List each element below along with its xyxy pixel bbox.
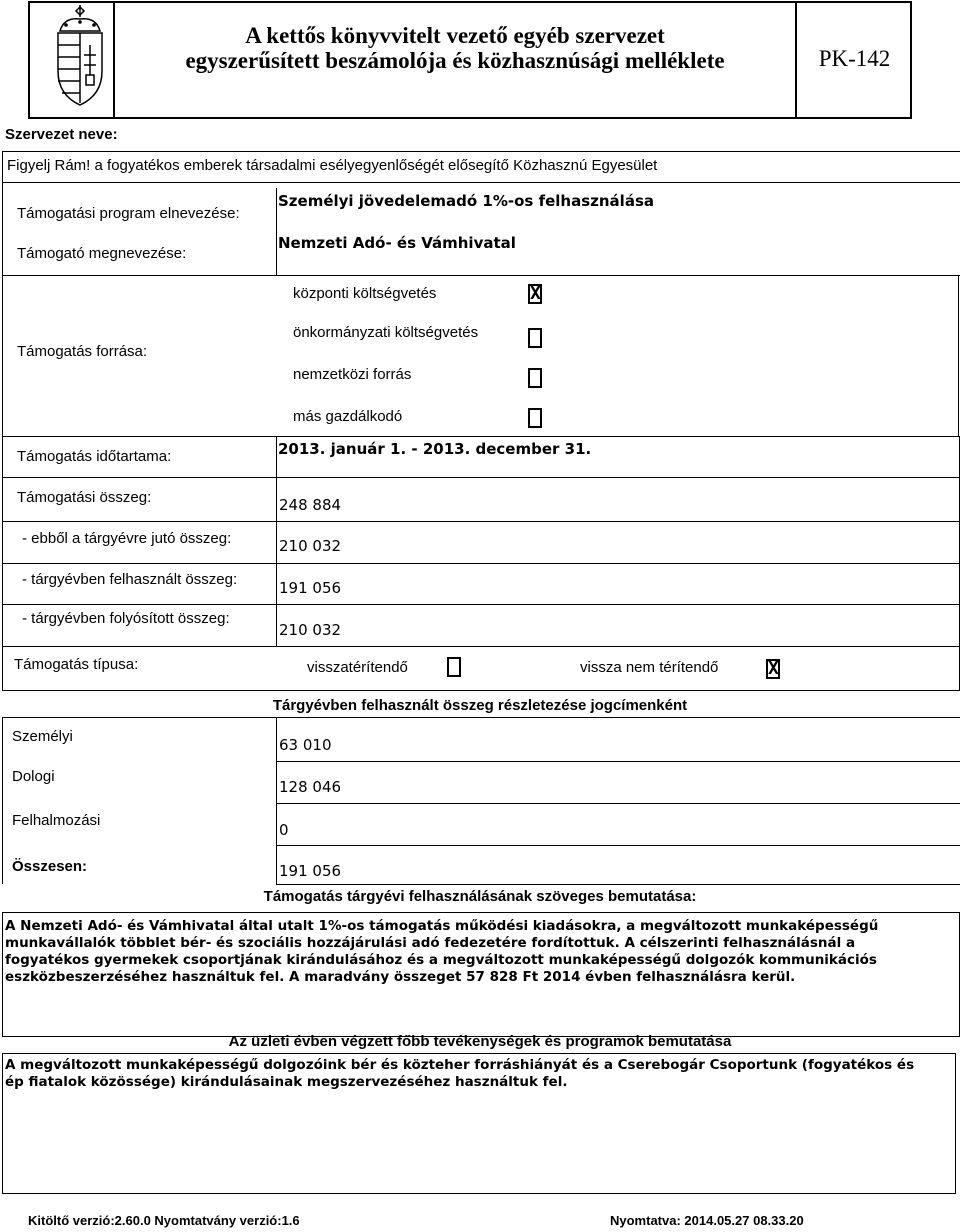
breakdown-total-label: Összesen: [12, 858, 88, 875]
breakdown-capital-label: Felhalmozási [12, 812, 101, 829]
org-label: Szervezet neve: [5, 126, 118, 143]
header-title-line1: A kettős könyvvitelt vezető egyéb szervezet [245, 23, 665, 48]
usage-text-line: munkavállalók többlet bér- és szociális hozzájárulási adó fedezetére fordítottuk. A célszerinti felhasználásnál a [5, 935, 856, 951]
footer-printed: Nyomtatva: 2014.05.27 08.33.20 [610, 1213, 804, 1228]
checkbox-mark: X [768, 658, 779, 679]
activities-title: Az üzleti évben végzett főbb tevékenységek és programok bemutatása [228, 1033, 732, 1050]
year-amount-label: - ebből a tárgyévre jutó összeg: [22, 530, 232, 547]
total-amount-row [2, 478, 960, 522]
breakdown-value-divider [276, 717, 277, 884]
checkbox-international[interactable] [528, 368, 542, 388]
duration-label: Támogatás időtartama: [17, 448, 172, 465]
checkbox-local-budget[interactable] [528, 328, 542, 348]
form-code: PK-142 [818, 46, 891, 71]
breakdown-line-3 [276, 845, 960, 846]
program-value-divider [276, 188, 277, 276]
type-refundable-label: visszatérítendő [307, 659, 408, 676]
paid-amount-line [2, 646, 960, 647]
usage-text-title: Támogatás tárgyévi felhasználásának szöveges bemutatása: [263, 888, 697, 905]
breakdown-personal-label: Személyi [12, 728, 73, 745]
duration-value-divider [276, 436, 277, 478]
usage-text-line: eszközbeszerzéséhez használtuk fel. A maradvány összeget 57 828 Ft 2014 évben felhasználásra kerül. [5, 969, 796, 985]
hungarian-coat-of-arms-icon [50, 5, 110, 109]
breakdown-material-label: Dologi [12, 768, 55, 785]
year-amount-value: 210 032 [279, 537, 342, 555]
checkbox-other-business[interactable] [528, 408, 542, 428]
breakdown-total-value: 191 056 [279, 862, 342, 880]
source-option-other-business: más gazdálkodó [293, 408, 403, 425]
type-label: Támogatás típusa: [14, 656, 139, 673]
source-option-central: központi költségvetés [293, 285, 437, 302]
header-title-line2: egyszerűsített beszámolója és közhasznúsági melléklete [185, 48, 725, 73]
duration-value: 2013. január 1. - 2013. december 31. [278, 440, 592, 458]
paid-amount-label: - tárgyévben folyósított összeg: [22, 610, 230, 627]
breakdown-personal-value: 63 010 [279, 736, 332, 754]
breakdown-material-value: 128 046 [279, 778, 342, 796]
usage-text-line: A Nemzeti Adó- és Vámhivatal által utalt 1%-os támogatás működési kiadásokra, a megváltozott munkaképességű [5, 918, 879, 934]
type-bottom-line [2, 690, 960, 691]
type-nonrefundable-label: vissza nem térítendő [580, 659, 719, 676]
source-right-border [958, 276, 959, 436]
breakdown-capital-value: 0 [279, 821, 289, 839]
year-amount-line [2, 563, 960, 564]
activities-line: ép fiatalok közössége) kirándulásainak megszervezéséhez használtuk fel. [5, 1074, 568, 1090]
paid-amount-value: 210 032 [279, 621, 342, 639]
source-option-local: önkormányzati költségvetés [293, 324, 479, 341]
usage-text-line: fogyatékos gyermekek csoportjának kirándulásához és a megváltozott munkaképességű dolgozók kommunikációs [5, 952, 877, 968]
checkbox-central-budget[interactable] [528, 284, 542, 304]
breakdown-line-1 [276, 761, 960, 762]
source-label: Támogatás forrása: [17, 343, 148, 360]
usage-text-body [5, 918, 955, 986]
checkbox-nonrefundable[interactable] [766, 659, 780, 679]
total-amount-value: 248 884 [279, 496, 342, 514]
used-amount-value: 191 056 [279, 579, 342, 597]
program-name-value: Személyi jövedelemadó 1%-os felhasználása [278, 192, 654, 210]
total-amount-label: Támogatási összeg: [17, 489, 152, 506]
breakdown-line-2 [276, 803, 960, 804]
used-amount-label: - tárgyévben felhasznált összeg: [22, 571, 238, 588]
footer-version: Kitöltő verzió:2.60.0 Nyomtatvány verzió:1.6 [28, 1213, 300, 1228]
activities-line: A megváltozott munkaképességű dolgozóink bér és közteher forráshiányát és a Cserebogár Csoportunk (fogyatékos és [5, 1057, 915, 1073]
used-amount-line [2, 604, 960, 605]
amounts-value-divider [276, 478, 277, 646]
checkbox-mark: X [530, 283, 541, 304]
org-name: Figyelj Rám! a fogyatékos emberek társadalmi esélyegyenlőségét elősegítő Közhasznú Egyesület [7, 157, 658, 174]
activities-body [5, 1057, 953, 1091]
program-name-label: Támogatási program elnevezése: [17, 205, 240, 222]
supporter-value: Nemzeti Adó- és Vámhivatal [278, 234, 516, 252]
checkbox-refundable[interactable] [447, 657, 461, 677]
header-title [115, 23, 795, 73]
supporter-label: Támogató megnevezése: [17, 245, 187, 262]
breakdown-line-4 [276, 884, 960, 885]
source-option-international: nemzetközi forrás [293, 366, 412, 383]
breakdown-section [2, 717, 960, 884]
breakdown-title: Tárgyévben felhasznált összeg részletezése jogcímenként [272, 697, 688, 714]
